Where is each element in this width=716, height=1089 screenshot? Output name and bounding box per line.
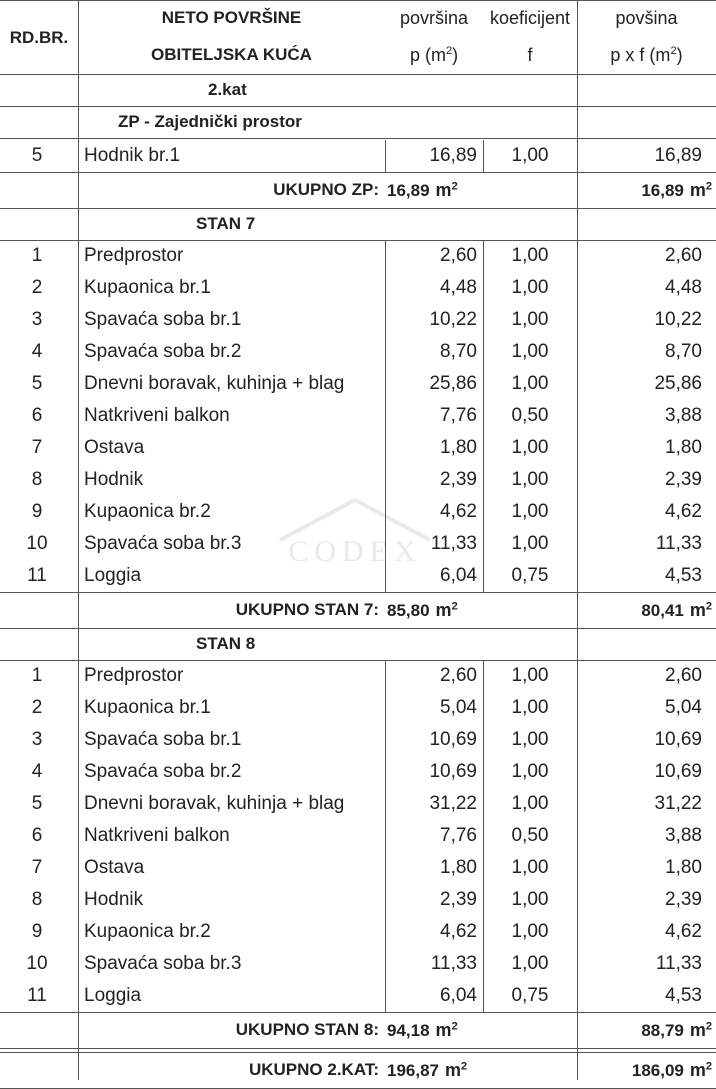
floor-label: 2.kat bbox=[208, 80, 247, 99]
stan7-row-p: 10,22 bbox=[429, 309, 477, 330]
stan8-row-p: 2,60 bbox=[440, 665, 477, 686]
stan7-row-f: 1,00 bbox=[511, 309, 549, 330]
stan8-row-f: 1,00 bbox=[511, 953, 549, 974]
stan8-row-rd: 4 bbox=[31, 761, 43, 782]
stan8-row-pf: 4,53 bbox=[665, 985, 702, 1006]
floor-total-pf-unit: m bbox=[689, 1060, 706, 1080]
zp-row-name: Hodnik br.1 bbox=[84, 145, 181, 166]
stan7-row-rd: 10 bbox=[26, 533, 48, 554]
stan8-row-name: Spavaća soba br.1 bbox=[84, 729, 242, 750]
stan8-row-rd: 11 bbox=[27, 985, 47, 1006]
stan8-row-p: 2,39 bbox=[440, 889, 477, 910]
stan8-row-pf: 1,80 bbox=[665, 857, 702, 878]
stan8-row-rd: 8 bbox=[31, 889, 43, 910]
stan8-row-p: 5,04 bbox=[440, 697, 477, 718]
stan7-total-p-unit: m bbox=[435, 600, 452, 620]
header-area-unit bbox=[385, 36, 483, 74]
stan7-row-name: Spavaća soba br.1 bbox=[84, 309, 242, 330]
column-divider bbox=[483, 560, 484, 592]
stan7-row-rd: 9 bbox=[31, 501, 43, 522]
stan7-row-f: 1,00 bbox=[511, 533, 549, 554]
header-total-unit-close: ) bbox=[676, 45, 683, 65]
stan7-row-pf: 1,80 bbox=[665, 437, 702, 458]
stan8-row-f: 0,75 bbox=[511, 985, 549, 1006]
stan8-row-name: Loggia bbox=[84, 985, 142, 1006]
stan7-row-rd: 4 bbox=[31, 341, 43, 362]
zp-total-pf bbox=[577, 172, 712, 208]
column-divider bbox=[385, 948, 386, 980]
stan7-row-pf: 2,39 bbox=[665, 469, 702, 490]
stan8-row-p: 1,80 bbox=[440, 857, 477, 878]
column-divider bbox=[483, 852, 484, 884]
stan8-row-pf: 4,62 bbox=[665, 921, 702, 942]
column-divider bbox=[385, 496, 386, 528]
zp-row-pf: 16,89 bbox=[654, 145, 702, 166]
column-divider bbox=[78, 0, 79, 1080]
stan8-total-p-sup: 2 bbox=[451, 1020, 458, 1033]
column-divider bbox=[385, 560, 386, 592]
stan7-total-pf-value: 80,41 bbox=[641, 601, 684, 620]
stan8-row-name: Kupaonica br.1 bbox=[84, 697, 211, 718]
column-divider bbox=[385, 464, 386, 496]
floor-total-pf bbox=[577, 1052, 712, 1088]
stan7-total-p bbox=[387, 592, 577, 628]
column-divider bbox=[483, 336, 484, 368]
floor-total-p bbox=[387, 1052, 577, 1088]
column-divider bbox=[483, 884, 484, 916]
stan7-total-p-value: 85,80 bbox=[387, 601, 430, 620]
column-divider bbox=[483, 140, 484, 172]
column-divider bbox=[483, 820, 484, 852]
zp-row-f: 1,00 bbox=[511, 145, 549, 166]
watermark-text: CODEX bbox=[288, 535, 422, 568]
stan7-total-p-sup: 2 bbox=[451, 600, 458, 613]
column-divider bbox=[483, 464, 484, 496]
column-divider bbox=[483, 496, 484, 528]
stan8-row-p: 7,76 bbox=[440, 825, 477, 846]
stan7-row-p: 6,04 bbox=[440, 565, 477, 586]
header-title: NETO POVRŠINE bbox=[161, 8, 302, 27]
header-total-unit bbox=[577, 36, 716, 74]
stan7-row-f: 1,00 bbox=[511, 277, 549, 298]
stan8-row-name: Spavaća soba br.2 bbox=[84, 761, 242, 782]
stan7-row-rd: 5 bbox=[31, 373, 43, 394]
stan8-row-f: 1,00 bbox=[511, 857, 549, 878]
zp-label: ZP - Zajednički prostor bbox=[118, 112, 302, 131]
header-area-unit-close: ) bbox=[452, 45, 459, 65]
stan8-row-pf: 10,69 bbox=[654, 729, 702, 750]
stan7-row-f: 1,00 bbox=[511, 469, 549, 490]
stan7-row-rd: 11 bbox=[27, 565, 47, 586]
stan7-row-rd: 1 bbox=[31, 245, 43, 266]
stan8-row-name: Dnevni boravak, kuhinja + blag bbox=[84, 793, 345, 814]
column-divider bbox=[385, 304, 386, 336]
stan7-row-pf: 11,33 bbox=[655, 533, 702, 554]
column-divider bbox=[385, 884, 386, 916]
stan8-row-pf: 3,88 bbox=[665, 825, 702, 846]
header-total-unit-text: p x f (m bbox=[610, 45, 671, 65]
stan8-row-p: 10,69 bbox=[429, 729, 477, 750]
row-divider bbox=[0, 172, 716, 173]
stan8-row-p: 4,62 bbox=[440, 921, 477, 942]
stan8-row-f: 1,00 bbox=[511, 729, 549, 750]
zp-row-p: 16,89 bbox=[429, 145, 477, 166]
stan8-row-f: 1,00 bbox=[511, 697, 549, 718]
stan7-row-f: 0,75 bbox=[511, 565, 549, 586]
stan7-row-name: Natkriveni balkon bbox=[84, 405, 230, 426]
stan7-row-f: 1,00 bbox=[511, 245, 549, 266]
stan8-row-name: Kupaonica br.2 bbox=[84, 921, 211, 942]
stan8-total-label: UKUPNO STAN 8: bbox=[235, 1020, 379, 1039]
stan8-row-f: 1,00 bbox=[511, 921, 549, 942]
row-divider bbox=[0, 1012, 716, 1013]
zp-total-pf-sup: 2 bbox=[705, 180, 712, 193]
floor-total-p-value: 196,87 bbox=[387, 1061, 439, 1080]
stan7-row-p: 2,39 bbox=[440, 469, 477, 490]
stan8-total-p bbox=[387, 1012, 577, 1048]
floor-total-p-sup: 2 bbox=[461, 1060, 468, 1073]
floor-total-label: UKUPNO 2.KAT: bbox=[248, 1060, 379, 1079]
column-divider bbox=[483, 400, 484, 432]
stan7-row-pf: 4,62 bbox=[665, 501, 702, 522]
column-divider bbox=[385, 336, 386, 368]
column-divider bbox=[483, 304, 484, 336]
header-col-area: površina bbox=[399, 8, 469, 28]
stan8-row-name: Hodnik bbox=[84, 889, 144, 910]
floor-total-pf-value: 186,09 bbox=[631, 1061, 684, 1080]
stan7-row-name: Hodnik bbox=[84, 469, 144, 490]
stan7-row-rd: 2 bbox=[31, 277, 43, 298]
stan8-total-pf-value: 88,79 bbox=[641, 1021, 684, 1040]
column-divider bbox=[483, 788, 484, 820]
column-divider bbox=[385, 432, 386, 464]
zp-total-p-unit: m bbox=[435, 180, 452, 200]
stan7-row-name: Spavaća soba br.3 bbox=[84, 533, 242, 554]
floor-total-p-unit: m bbox=[445, 1060, 462, 1080]
zp-total-pf-unit: m bbox=[689, 180, 706, 200]
stan7-row-f: 1,00 bbox=[511, 437, 549, 458]
column-divider bbox=[483, 948, 484, 980]
stan7-row-f: 1,00 bbox=[511, 501, 549, 522]
stan8-row-rd: 6 bbox=[31, 825, 43, 846]
stan8-row-pf: 31,22 bbox=[654, 793, 702, 814]
stan7-row-rd: 3 bbox=[31, 309, 43, 330]
column-divider bbox=[385, 852, 386, 884]
stan8-row-name: Natkriveni balkon bbox=[84, 825, 230, 846]
stan8-row-rd: 9 bbox=[31, 921, 43, 942]
header-subtitle: OBITELJSKA KUĆA bbox=[151, 45, 312, 64]
column-divider bbox=[385, 660, 386, 692]
stan8-total-pf-unit: m bbox=[689, 1020, 706, 1040]
header-coef-unit: f bbox=[527, 45, 533, 65]
stan8-row-p: 6,04 bbox=[440, 985, 477, 1006]
column-divider bbox=[483, 660, 484, 692]
stan8-row-rd: 2 bbox=[31, 697, 43, 718]
header-rd-br: RD.BR. bbox=[9, 28, 69, 47]
header-area-unit-sup: 2 bbox=[445, 45, 453, 57]
column-divider bbox=[483, 692, 484, 724]
stan7-row-name: Ostava bbox=[84, 437, 145, 458]
column-divider bbox=[385, 756, 386, 788]
column-divider bbox=[385, 820, 386, 852]
stan7-row-p: 4,62 bbox=[440, 501, 477, 522]
zp-total-p bbox=[387, 172, 577, 208]
row-divider bbox=[0, 1052, 716, 1053]
stan8-total-pf-sup: 2 bbox=[705, 1020, 712, 1033]
stan7-row-pf: 10,22 bbox=[654, 309, 702, 330]
column-divider bbox=[385, 240, 386, 272]
column-divider bbox=[385, 916, 386, 948]
stan8-row-pf: 11,33 bbox=[655, 953, 702, 974]
stan7-row-name: Spavaća soba br.2 bbox=[84, 341, 242, 362]
column-divider bbox=[385, 980, 386, 1012]
column-divider bbox=[483, 432, 484, 464]
stan7-row-pf: 3,88 bbox=[665, 405, 702, 426]
column-divider bbox=[385, 400, 386, 432]
stan7-row-name: Loggia bbox=[84, 565, 142, 586]
zp-total-label: UKUPNO ZP: bbox=[273, 180, 379, 199]
row-divider bbox=[0, 592, 716, 593]
stan8-row-rd: 3 bbox=[31, 729, 43, 750]
stan7-row-p: 1,80 bbox=[440, 437, 477, 458]
column-divider bbox=[483, 916, 484, 948]
stan7-total-pf-sup: 2 bbox=[705, 600, 712, 613]
row-divider bbox=[0, 0, 716, 1]
stan7-row-pf: 4,53 bbox=[665, 565, 702, 586]
stan7-row-f: 1,00 bbox=[511, 373, 549, 394]
stan8-row-p: 10,69 bbox=[429, 761, 477, 782]
stan8-total-p-value: 94,18 bbox=[387, 1021, 430, 1040]
header-total-unit-sup: 2 bbox=[670, 45, 677, 57]
row-divider bbox=[0, 138, 716, 139]
stan8-row-p: 31,22 bbox=[429, 793, 477, 814]
header-area-unit-text: p (m bbox=[409, 45, 446, 65]
floor-total-pf-sup: 2 bbox=[705, 1060, 712, 1073]
stan7-row-p: 7,76 bbox=[440, 405, 477, 426]
column-divider bbox=[385, 724, 386, 756]
stan8-label: STAN 8 bbox=[196, 634, 256, 653]
stan7-row-name: Kupaonica br.2 bbox=[84, 501, 211, 522]
stan8-row-f: 1,00 bbox=[511, 889, 549, 910]
stan7-row-p: 25,86 bbox=[429, 373, 477, 394]
column-divider bbox=[483, 724, 484, 756]
stan8-row-f: 0,50 bbox=[511, 825, 549, 846]
stan7-row-f: 1,00 bbox=[511, 341, 549, 362]
zp-total-p-sup: 2 bbox=[451, 180, 458, 193]
stan8-row-p: 11,33 bbox=[430, 953, 477, 974]
stan7-row-rd: 6 bbox=[31, 405, 43, 426]
stan8-row-pf: 5,04 bbox=[665, 697, 702, 718]
stan8-row-rd: 5 bbox=[31, 793, 43, 814]
column-divider bbox=[483, 368, 484, 400]
column-divider bbox=[385, 788, 386, 820]
stan7-row-p: 2,60 bbox=[440, 245, 477, 266]
stan8-row-name: Ostava bbox=[84, 857, 145, 878]
column-divider bbox=[483, 272, 484, 304]
stan7-total-label: UKUPNO STAN 7: bbox=[235, 600, 379, 619]
stan8-row-pf: 2,39 bbox=[665, 889, 702, 910]
stan7-row-name: Kupaonica br.1 bbox=[84, 277, 211, 298]
stan8-row-rd: 10 bbox=[26, 953, 48, 974]
stan7-row-name: Dnevni boravak, kuhinja + blag bbox=[84, 373, 345, 394]
column-divider bbox=[483, 240, 484, 272]
stan8-row-name: Spavaća soba br.3 bbox=[84, 953, 242, 974]
zp-total-p-value: 16,89 bbox=[387, 181, 430, 200]
stan7-row-f: 0,50 bbox=[511, 405, 549, 426]
stan8-row-pf: 10,69 bbox=[654, 761, 702, 782]
stan7-row-name: Predprostor bbox=[84, 245, 184, 266]
stan8-row-rd: 1 bbox=[31, 665, 43, 686]
column-divider bbox=[483, 528, 484, 560]
column-divider bbox=[483, 980, 484, 1012]
column-divider bbox=[385, 140, 386, 172]
stan7-row-p: 4,48 bbox=[440, 277, 477, 298]
stan8-row-pf: 2,60 bbox=[665, 665, 702, 686]
stan7-label: STAN 7 bbox=[196, 214, 256, 233]
stan7-row-rd: 7 bbox=[31, 437, 43, 458]
stan8-total-p-unit: m bbox=[435, 1020, 452, 1040]
column-divider bbox=[385, 272, 386, 304]
stan7-row-rd: 8 bbox=[31, 469, 43, 490]
stan8-row-rd: 7 bbox=[31, 857, 43, 878]
stan7-row-pf: 25,86 bbox=[654, 373, 702, 394]
stan8-row-f: 1,00 bbox=[511, 761, 549, 782]
stan8-total-pf bbox=[577, 1012, 712, 1048]
column-divider bbox=[385, 692, 386, 724]
stan7-row-p: 11,33 bbox=[430, 533, 477, 554]
header-col-coef: koeficijent bbox=[489, 8, 571, 28]
row-divider bbox=[0, 1048, 716, 1049]
stan8-row-f: 1,00 bbox=[511, 793, 549, 814]
zp-total-pf-value: 16,89 bbox=[641, 181, 684, 200]
column-divider bbox=[483, 756, 484, 788]
stan7-row-pf: 8,70 bbox=[665, 341, 702, 362]
stan7-row-p: 8,70 bbox=[440, 341, 477, 362]
stan7-total-pf-unit: m bbox=[689, 600, 706, 620]
header-col-total: povšina bbox=[615, 8, 678, 28]
stan7-total-pf bbox=[577, 592, 712, 628]
stan7-row-pf: 2,60 bbox=[665, 245, 702, 266]
zp-row-rd: 5 bbox=[31, 145, 43, 166]
stan8-row-f: 1,00 bbox=[511, 665, 549, 686]
stan7-row-pf: 4,48 bbox=[665, 277, 702, 298]
column-divider bbox=[385, 368, 386, 400]
stan8-row-name: Predprostor bbox=[84, 665, 184, 686]
column-divider bbox=[385, 528, 386, 560]
